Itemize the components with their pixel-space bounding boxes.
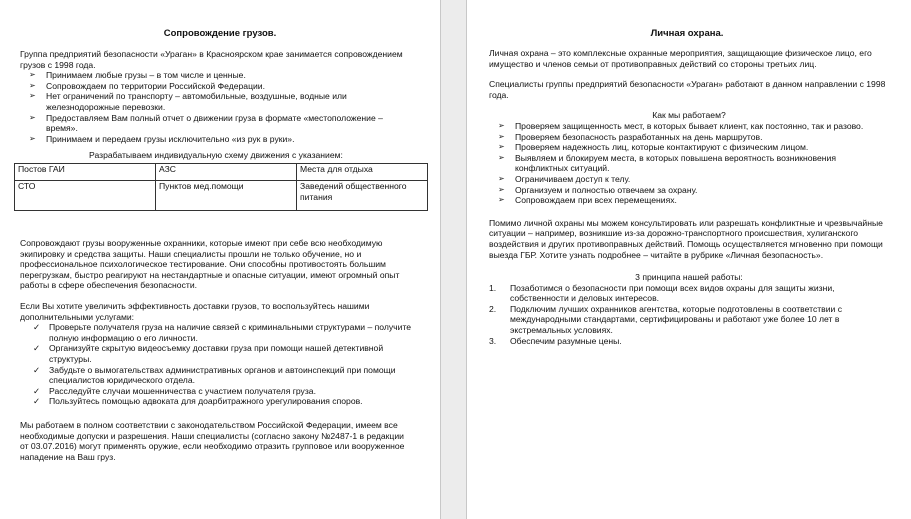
right-page-title: Личная охрана. [650, 28, 724, 39]
list-item: ✓ Расследуйте случаи мошенничества с участием получателя груза. [33, 385, 316, 396]
scheme-caption: Разрабатываем индивидуальную схему движения с указанием: [89, 150, 343, 161]
left-page-upper-text [20, 49, 412, 161]
list-item: ➢ Ограничиваем доступ к телу. [498, 173, 631, 184]
list-item: ➢ Принимаем и передаем грузы исключительно «из рук в руки». [29, 133, 295, 144]
left-page [0, 0, 440, 519]
how-we-work-list [489, 121, 889, 206]
page-gutter [440, 0, 467, 519]
list-item: ➢ Выявляем и блокируем места, в которых повышена вероятность возникновения конфликтных ситуаций. [498, 152, 836, 174]
principles-heading: 3 принципа нашей работы: [635, 272, 743, 283]
list-item: ✓ Организуйте скрытую видеосъемку доставки груза при помощи нашей детективной структуры. [33, 343, 384, 364]
list-item: ➢ Нет ограничений по транспорту – автомобильные, воздушные, водные или железнодорожные перевозки. [29, 91, 347, 112]
checkmark-icon: ✓ [33, 385, 41, 396]
table-cell: Пунктов мед.помощи [156, 181, 297, 211]
arrow-bullet-icon: ➢ [498, 173, 505, 183]
table-cell: Постов ГАИ [15, 164, 156, 181]
extra-services-list [20, 322, 412, 407]
definition-paragraph: Личная охрана – это комплексные охранные мероприятия, защищающие физическое лицо, его имущество и членов семьи от противоправных действий со стороны третьих лиц. [489, 48, 872, 69]
scheme-table [14, 163, 428, 211]
list-item: ➢ Проверяем защищенность мест, в которых бывает клиент, как постоянно, так и разово. [498, 120, 864, 131]
checkmark-icon: ✓ [33, 364, 41, 375]
right-page-text [489, 48, 889, 346]
list-item: ➢ Принимаем любые грузы – в том числе и ценные. [29, 70, 246, 81]
principles-list [489, 283, 889, 347]
guards-paragraph: Сопровождают грузы вооруженные охранники, которые имеют при себе всю необходимую экипировку и средства защиты. Наши специалисты прошли не только обучение, но и профессиональное психологическое тестирование. Они способны противостоять большим перегрузкам, быстро реагируют на нестандартные и опасные ситуации, имеют огромный опыт работы в сфере обеспечения безопасности. [20, 238, 400, 291]
list-item: ➢ Сопровождаем при всех перемещениях. [498, 195, 677, 206]
table-row [15, 164, 428, 181]
checkmark-icon: ✓ [33, 343, 41, 354]
arrow-bullet-icon: ➢ [29, 91, 36, 101]
arrow-bullet-icon: ➢ [498, 142, 505, 152]
arrow-bullet-icon: ➢ [29, 80, 36, 90]
consult-paragraph: Помимо личной охраны мы можем консультировать или разрешать конфликтные и чрезвычайные ситуации – например, возникшие из-за дорожно-транспортного происшествия, хулиганского воздействия и других противоправных действий. Помощь осуществляется мгновенно при помощи выезда ГБР. Хотите узнать подробнее – читайте в рубрике «Личная безопасность». [489, 217, 883, 260]
arrow-bullet-icon: ➢ [29, 133, 36, 143]
list-item: 2. Подключим лучших охранников агентства, которые подготовлены в соответствии с международными стандартами, сертифицированы и работают уже более 10 лет в экстремальных условиях. [489, 303, 843, 336]
list-item: ✓ Проверьте получателя груза на наличие связей с криминальными структурами – получите полную информацию о его личности. [33, 322, 412, 343]
table-cell: Места для отдыха [297, 164, 428, 181]
arrow-bullet-icon: ➢ [498, 152, 505, 162]
how-we-work-heading: Как мы работаем? [652, 110, 726, 121]
list-item: ✓ Пользуйтесь помощью адвоката для доарбитражного урегулирования споров. [33, 396, 363, 407]
list-item: ➢ Проверяем безопасность разработанных на день маршрутов. [498, 131, 763, 142]
experience-paragraph: Специалисты группы предприятий безопасности «Ураган» работают в данном направлении с 1998 года. [489, 79, 886, 100]
arrow-bullet-icon: ➢ [29, 70, 36, 80]
legal-paragraph: Мы работаем в полном соответствии с законодательством Российской Федерации, имеем все необходимые допуски и разрешения. Наши специалисты (согласно закону №2487-1 в редакции от 03.07.2016) могут применять оружие, если необходимо отразить групповое или вооруженное нападение на Ваш груз. [20, 419, 405, 462]
list-item: ✓ Забудьте о вымогательствах административных органов и автоинспекций при помощи специалистов юридического отдела. [33, 364, 396, 386]
arrow-bullet-icon: ➢ [498, 195, 505, 205]
left-page-title: Сопровождение грузов. [163, 28, 277, 39]
table-cell: СТО [15, 181, 156, 211]
arrow-bullet-icon: ➢ [498, 120, 505, 130]
table-cell: АЗС [156, 164, 297, 181]
list-item: 3. Обеспечим разумные цены. [489, 335, 622, 346]
arrow-bullet-icon: ➢ [498, 131, 505, 141]
extra-services-intro: Если Вы хотите увеличить эффективность доставки грузов, то воспользуйтесь нашими дополнительными услугами: [20, 300, 370, 322]
checkmark-icon: ✓ [33, 322, 41, 333]
arrow-bullet-icon: ➢ [498, 184, 505, 194]
table-row [15, 181, 428, 211]
right-page [467, 0, 911, 519]
list-item: 1. Позаботимся о безопасности при помощи всех видов охраны для защиты жизни, собственности и деловых интересов. [489, 282, 835, 304]
table-cell: Заведений общественного питания [297, 181, 428, 211]
arrow-bullet-icon: ➢ [29, 112, 36, 122]
left-page-lower-text [20, 238, 412, 462]
list-item: ➢ Сопровождаем по территории Российской Федерации. [29, 80, 265, 91]
list-item: ➢ Проверяем надежность лиц, которые контактируют с физическим лицом. [498, 142, 809, 153]
checkmark-icon: ✓ [33, 396, 41, 407]
intro-paragraph: Группа предприятий безопасности «Ураган» в Красноярском крае занимается сопровождением грузов с 1998 года. [20, 49, 403, 70]
services-list [20, 70, 412, 144]
list-item: ➢ Предоставляем Вам полный отчет о движении груза в формате «местоположение – время». [29, 112, 383, 134]
list-item: ➢ Организуем и полностью отвечаем за охрану. [498, 184, 698, 195]
